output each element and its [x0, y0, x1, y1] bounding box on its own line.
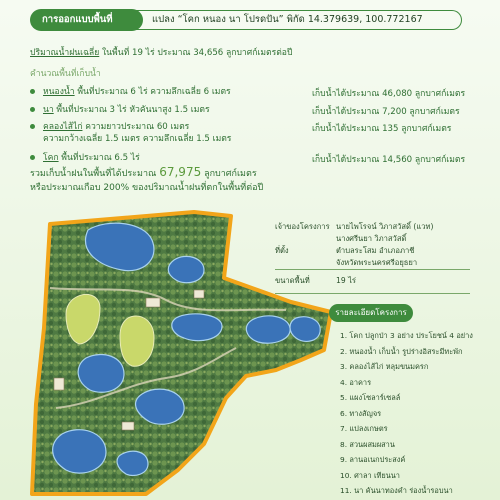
size-label: ขนาดพื้นที่	[275, 276, 310, 285]
item-volume: เก็บน้ำได้ประมาณ 14,560 ลูกบาศก์เมตร	[312, 155, 466, 165]
total-storage	[30, 165, 263, 195]
storage-item-pond	[30, 86, 470, 104]
pond-2	[168, 256, 204, 282]
detail-item: 11. นา คันนาทองคำ ร่องน้ำรอบนา	[340, 486, 453, 495]
detail-list	[340, 330, 500, 500]
item-desc: พื้นที่ประมาณ 3 ไร่ หัวคันนาสูง 1.5 เมตร	[53, 105, 210, 115]
bullet-icon	[30, 155, 35, 160]
item-volume: เก็บน้ำได้ประมาณ 7,200 ลูกบาศก์เมตร	[312, 107, 460, 117]
storage-list	[30, 86, 470, 172]
pond-4	[246, 316, 290, 343]
owner-2: นางศรีนยา วิภาสวัสดิ์	[336, 234, 407, 243]
section-pill: การออกแบบพื้นที่	[30, 9, 143, 31]
item-desc-2: ความกว้างเฉลี่ย 1.5 เมตร ความลึกเฉลี่ย 1.5 เมตร	[43, 134, 232, 144]
detail-item: 2. หนองน้ำ เก็บน้ำ รูปร่างอิสระมีทะพัก	[340, 346, 463, 356]
size-row	[275, 275, 475, 287]
location-row	[275, 245, 475, 257]
detail-item: 5. แผงโซลาร์เซลล์	[340, 393, 401, 402]
bullet-icon	[30, 89, 35, 94]
size-value: 19 ไร่	[336, 276, 356, 285]
location-2: จังหวัดพระนครศรีอยุธยา	[336, 258, 418, 267]
detail-item: 1. โคก ปลูกป่า 3 อย่าง ประโยชน์ 4 อย่าง	[340, 331, 473, 340]
location-label: ที่ตั้ง	[275, 246, 289, 255]
item-volume: เก็บน้ำได้ประมาณ 46,080 ลูกบาศก์เมตร	[312, 89, 466, 99]
detail-item: 7. แปลงเกษตร	[340, 424, 388, 433]
plot-title: แปลง “โคก หนอง นา โปรดปัน” พิกัด 14.379639, 100.772167	[134, 10, 462, 30]
detail-title: รายละเอียดโครงการ	[329, 304, 413, 322]
detail-item: 10. ศาลา เทียนนา	[340, 470, 400, 480]
item-name: นา	[43, 105, 54, 115]
item-desc: พื้นที่ประมาณ 6.5 ไร่	[58, 153, 140, 163]
header	[30, 9, 462, 31]
project-info	[275, 221, 475, 287]
detail-item: 9. ลานอเนกประสงค์	[340, 455, 406, 464]
location-row-2	[275, 257, 475, 269]
pond-6	[78, 355, 124, 393]
item-name: โคก	[43, 153, 59, 163]
detail-item: 3. คลองไส้ไก่ หลุมขนมครก	[340, 362, 429, 371]
rainfall-label: ปริมาณน้ำฝนเฉลี่ย	[30, 48, 100, 58]
divider	[275, 293, 470, 294]
total-suffix: ลูกบาศก์เมตร	[201, 169, 257, 179]
pond-3	[172, 314, 222, 341]
building-2	[194, 290, 204, 298]
detail-item: 4. อาคาร	[340, 377, 372, 387]
building-3	[54, 378, 64, 390]
bullet-icon	[30, 124, 35, 129]
storage-item-canal	[30, 121, 470, 152]
item-name: หนองน้ำ	[43, 87, 75, 97]
location-1: ตำบลระโสม อำเภอภาชี	[336, 246, 415, 255]
total-line-2: หรือประมาณเกือบ 200% ของปริมาณน้ำฝนที่ตกในพื้นที่ต่อปี	[30, 183, 264, 193]
storage-item-paddy	[30, 104, 470, 121]
bullet-icon	[30, 107, 35, 112]
divider	[275, 269, 470, 270]
detail-item: 8. สวนผสมผสาน	[340, 439, 395, 449]
owner-row	[275, 221, 475, 233]
item-volume: เก็บน้ำได้ประมาณ 135 ลูกบาศก์เมตร	[312, 124, 452, 134]
owner-1: นายไพโรจน์ วิภาสวัสดิ์ (แวท)	[336, 222, 434, 231]
total-value: 67,975	[159, 165, 202, 179]
owner-label: เจ้าของโครงการ	[275, 222, 330, 231]
rainfall-text: ในพื้นที่ 19 ไร่ ประมาณ 34,656 ลูกบาศก์เมตรต่อปี	[99, 48, 293, 58]
item-desc: พื้นที่ประมาณ 6 ไร่ ความลึกเฉลี่ย 6 เมตร	[74, 87, 231, 97]
building-4	[122, 422, 134, 430]
rainfall-summary	[30, 45, 470, 59]
item-name: คลองไส้ไก่	[43, 122, 83, 132]
total-prefix: รวมเก็บน้ำฝนในพื้นที่ได้ประมาณ	[30, 169, 160, 179]
calc-title: คำนวณพื้นที่เก็บน้ำ	[30, 69, 101, 79]
pond-8	[53, 430, 106, 473]
detail-item: 6. ทางสัญจร	[340, 408, 382, 418]
item-desc: ความยาวประมาณ 60 เมตร	[82, 122, 190, 132]
owner-row-2	[275, 233, 475, 245]
building-1	[146, 298, 160, 307]
